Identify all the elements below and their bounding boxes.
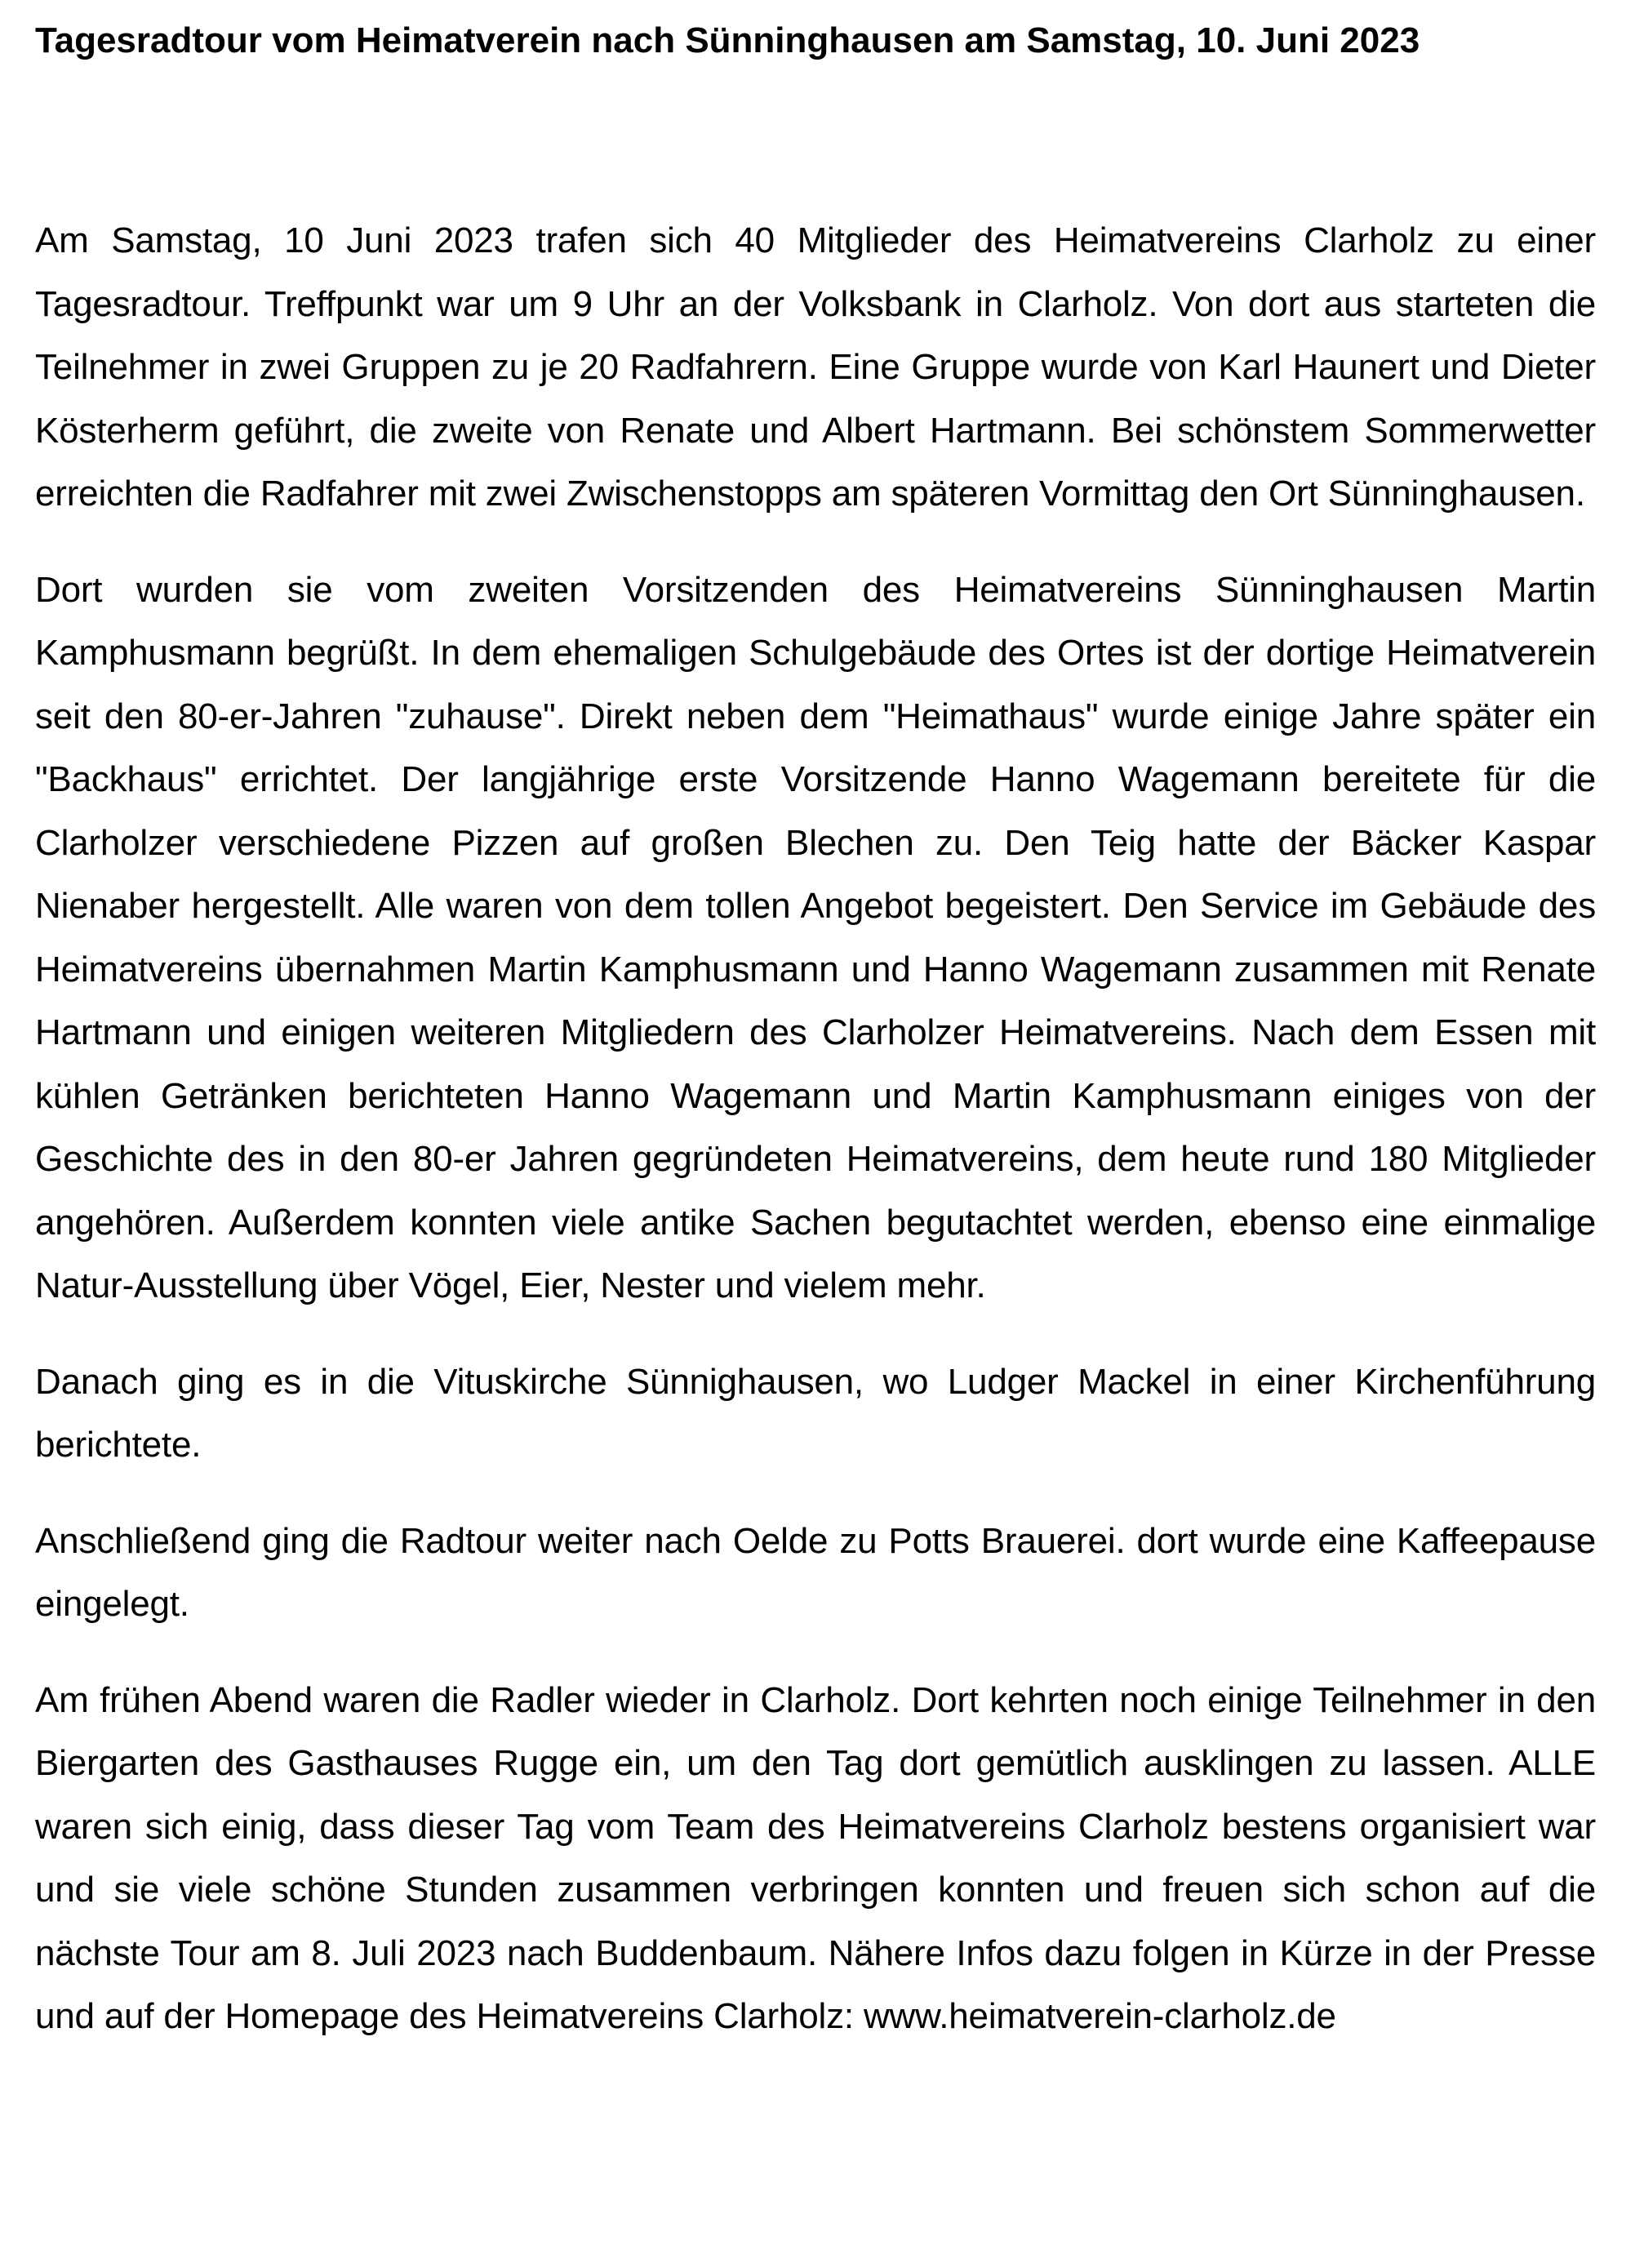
paragraph-5: Am frühen Abend waren die Radler wieder in Clarholz. Dort kehrten noch einige Teilnehmer in den Biergarten des Gasthauses Rugge ein, um den Tag dort gemütlich ausklingen zu lassen. ALLE waren sich einig, dass dieser Tag vom Team des Heimatvereins Clarholz bestens organisiert war und sie viele schöne Stunden zusammen verbringen konnten und freuen sich schon auf die nächste Tour am 8. Juli 2023 nach Buddenbaum. Nähere Infos dazu folgen in Kürze in der Presse und auf der Homepage des Heimatvereins Clarholz: www.heimatverein-clarholz.de bbox=[35, 1679, 1596, 2036]
paragraph-2: Dort wurden sie vom zweiten Vorsitzenden des Heimatvereins Sünninghausen Martin Kamphusmann begrüßt. In dem ehemaligen Schulgebäude des Ortes ist der dortige Heimatverein seit den 80-er-Jahren "zuhause". Direkt neben dem "Heimathaus" wurde einige Jahre später ein "Backhaus" errichtet. Der langjährige erste Vorsitzende Hanno Wagemann bereitete für die Clarholzer verschiedene Pizzen auf großen Blechen zu. Den Teig hatte der Bäcker Kaspar Nienaber hergestellt. Alle waren von dem tollen Angebot begeistert. Den Service im Gebäude des Heimatvereins übernahmen Martin Kamphusmann und Hanno Wagemann zusammen mit Renate Hartmann und einigen weiteren Mitgliedern des Clarholzer Heimatvereins. Nach dem Essen mit kühlen Getränken berichteten Hanno Wagemann und Martin Kamphusmann einiges von der Geschichte des in den 80-er Jahren gegründeten Heimatvereins, dem heute rund 180 Mitglieder angehören. Außerdem konnten viele antike Sachen begutachtet werden, ebenso eine einmalige Natur-Ausstellung über Vögel, Eier, Nester und vielem mehr. bbox=[35, 569, 1596, 1305]
paragraph-3: Danach ging es in die Vituskirche Sünnighausen, wo Ludger Mackel in einer Kirchenführung berichtete. bbox=[35, 1361, 1596, 1465]
document-page bbox=[35, 0, 1596, 2081]
paragraph-1: Am Samstag, 10 Juni 2023 trafen sich 40 Mitglieder des Heimatvereins Clarholz zu einer Tagesradtour. Treffpunkt war um 9 Uhr an der Volksbank in Clarholz. Von dort aus starteten die Teilnehmer in zwei Gruppen zu je 20 Radfahrern. Eine Gruppe wurde von Karl Haunert und Dieter Kösterherm geführt, die zweite von Renate und Albert Hartmann. Bei schönstem Sommerwetter erreichten die Radfahrer mit zwei Zwischenstopps am späteren Vormittag den Ort Sünninghausen. bbox=[35, 220, 1596, 514]
document-title: Tagesradtour vom Heimatverein nach Sünninghausen am Samstag, 10. Juni 2023 bbox=[35, 20, 1420, 60]
paragraph-4: Anschließend ging die Radtour weiter nach Oelde zu Potts Brauerei. dort wurde eine Kaffeepause eingelegt. bbox=[35, 1520, 1596, 1624]
document-body bbox=[35, 209, 1596, 2048]
